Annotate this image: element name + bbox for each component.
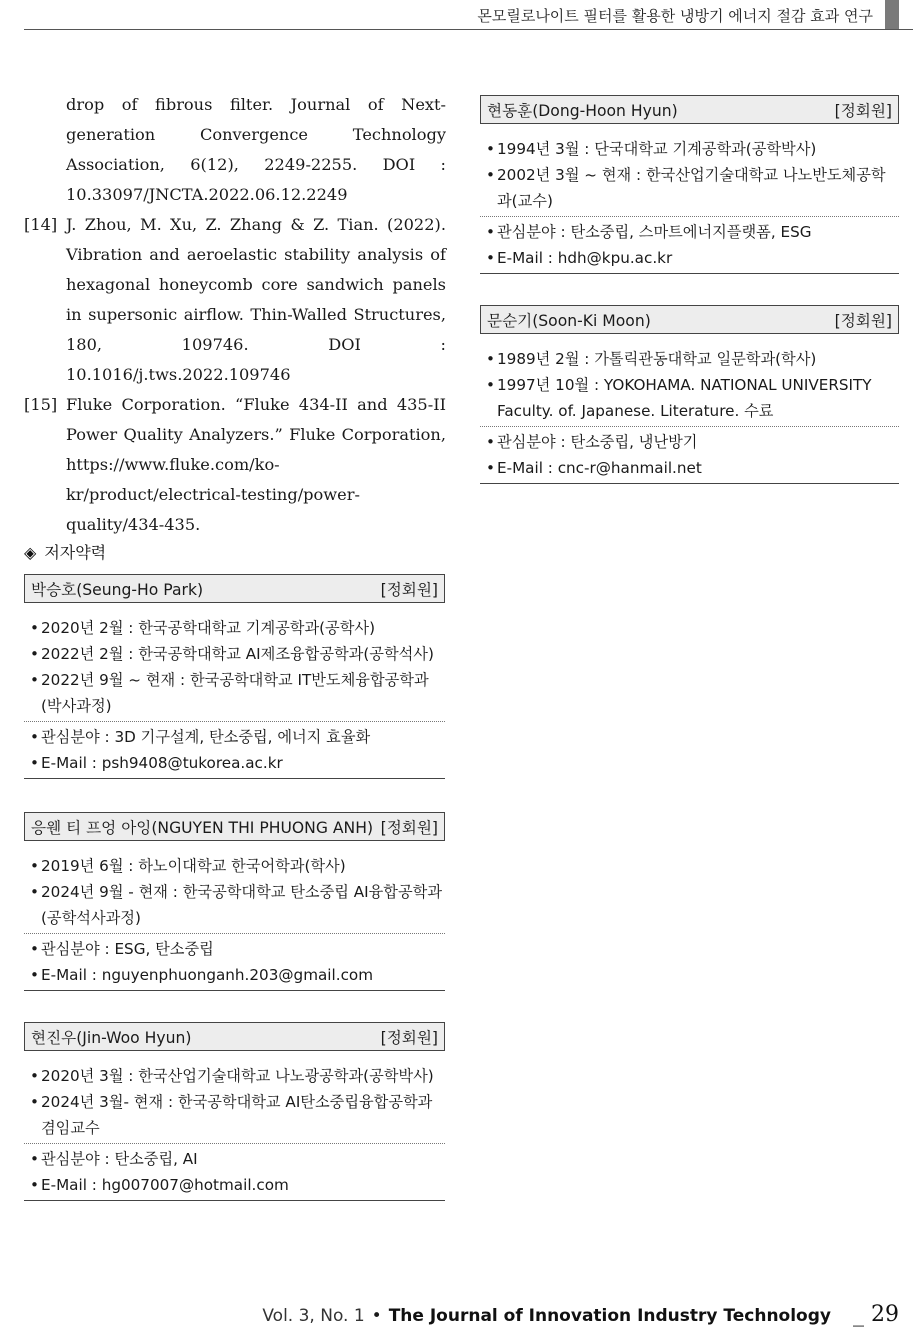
interest-item: • 관심분야 : 탄소중립, AI xyxy=(24,1146,445,1172)
member-badge: [정회원] xyxy=(834,101,892,120)
reference-number: [14] xyxy=(24,215,58,234)
reference-text: Fluke Corporation. “Fluke 434-II and 435-II Power Quality Analyzers.” Fluke Corporation, https://www.fluke.com/ko-kr/product/electrical-testing/power-quality/434-435. xyxy=(66,395,446,534)
author-bottom-rule xyxy=(24,1200,445,1201)
author-name: 응웬 티 프엉 아잉(NGUYEN THI PHUONG ANH) xyxy=(31,818,374,837)
author-entries xyxy=(24,1063,445,1198)
author-entries xyxy=(480,346,899,481)
member-badge: [정회원] xyxy=(380,818,438,837)
dotted-divider xyxy=(24,1143,445,1144)
career-item: • 1989년 2월 : 가톨릭관동대학교 일문학과(학사) xyxy=(480,346,899,372)
reference-item xyxy=(24,390,446,540)
running-header xyxy=(24,0,913,30)
career-item: • 2019년 6월 : 하노이대학교 한국어학과(학사) xyxy=(24,853,445,879)
reference-list xyxy=(24,90,446,540)
email-item: • E-Mail : psh9408@tukorea.ac.kr xyxy=(24,750,445,776)
email-item: • E-Mail : cnc-r@hanmail.net xyxy=(480,455,899,481)
career-item: • 2020년 2월 : 한국공학대학교 기계공학과(공학사) xyxy=(24,615,445,641)
header-tab-marker xyxy=(885,0,899,29)
career-item: • 1994년 3월 : 단국대학교 기계공학과(공학박사) xyxy=(480,136,899,162)
career-item: • 2022년 9월 ~ 현재 : 한국공학대학교 IT반도체융합공학과(박사과정) xyxy=(24,667,445,719)
dotted-divider xyxy=(480,426,899,427)
author-bottom-rule xyxy=(480,483,899,484)
section-heading xyxy=(24,540,106,563)
author-name: 현진우(Jin-Woo Hyun) xyxy=(31,1028,192,1047)
dotted-divider xyxy=(24,933,445,934)
page-footer xyxy=(262,1302,899,1327)
author-profile xyxy=(24,1022,445,1201)
section-title: 저자약력 xyxy=(44,543,107,562)
author-name: 문순기(Soon-Ki Moon) xyxy=(487,311,651,330)
author-bottom-rule xyxy=(24,990,445,991)
author-name: 박승호(Seung-Ho Park) xyxy=(31,580,204,599)
career-item: • 2024년 3월- 현재 : 한국공학대학교 AI탄소중립융합공학과 겸임교수 xyxy=(24,1089,445,1141)
author-header xyxy=(24,812,445,841)
reference-number: [15] xyxy=(24,395,58,414)
author-header xyxy=(480,305,899,334)
email-item: • E-Mail : hdh@kpu.ac.kr xyxy=(480,245,899,271)
author-profile xyxy=(480,305,899,484)
author-entries xyxy=(24,615,445,776)
author-bottom-rule xyxy=(480,273,899,274)
footer-journal-name: The Journal of Innovation Industry Technology xyxy=(388,1306,831,1326)
author-entries xyxy=(24,853,445,988)
author-profile xyxy=(24,574,445,779)
author-header xyxy=(24,574,445,603)
reference-item xyxy=(24,90,446,210)
dotted-divider xyxy=(24,721,445,722)
member-badge: [정회원] xyxy=(380,580,438,599)
reference-item xyxy=(24,210,446,390)
interest-item: • 관심분야 : 탄소중립, 냉난방기 xyxy=(480,429,899,455)
career-item: • 2022년 2월 : 한국공학대학교 AI제조융합공학과(공학석사) xyxy=(24,641,445,667)
page-number: _ 29 xyxy=(853,1302,899,1327)
member-badge: [정회원] xyxy=(834,311,892,330)
career-item: • 1997년 10월 : YOKOHAMA. NATIONAL UNIVERSITY Faculty. of. Japanese. Literature. 수료 xyxy=(480,372,899,424)
email-item: • E-Mail : nguyenphuonganh.203@gmail.com xyxy=(24,962,445,988)
career-item: • 2020년 3월 : 한국산업기술대학교 나노광공학과(공학박사) xyxy=(24,1063,445,1089)
footer-volume: Vol. 3, No. 1 xyxy=(262,1306,365,1326)
footer-separator: • xyxy=(371,1306,382,1326)
author-header xyxy=(480,95,899,124)
author-entries xyxy=(480,136,899,271)
author-profile xyxy=(480,95,899,274)
reference-text: J. Zhou, M. Xu, Z. Zhang & Z. Tian. (2022). Vibration and aeroelastic stability analysis of hexagonal honeycomb core sandwich panels in supersonic airflow. Thin-Walled Structures, 180, 109746. DOI : 10.1016/j.tws.2022.109746 xyxy=(66,215,446,384)
interest-item: • 관심분야 : ESG, 탄소중립 xyxy=(24,936,445,962)
running-header-title: 몬모릴로나이트 필터를 활용한 냉방기 에너지 절감 효과 연구 xyxy=(477,7,873,25)
author-header xyxy=(24,1022,445,1051)
diamond-icon: ◈ xyxy=(24,543,37,562)
career-item: • 2024년 9월 - 현재 : 한국공학대학교 탄소중립 AI융합공학과(공학석사과정) xyxy=(24,879,445,931)
reference-text: drop of fibrous filter. Journal of Next-generation Convergence Technology Association, 6(12), 2249-2255. DOI : 10.33097/JNCTA.2022.06.12.2249 xyxy=(66,95,446,204)
author-name: 현동훈(Dong-Hoon Hyun) xyxy=(487,101,678,120)
dotted-divider xyxy=(480,216,899,217)
career-item: • 2002년 3월 ~ 현재 : 한국산업기술대학교 나노반도체공학과(교수) xyxy=(480,162,899,214)
author-profile xyxy=(24,812,445,991)
author-bottom-rule xyxy=(24,778,445,779)
interest-item: • 관심분야 : 탄소중립, 스마트에너지플랫폼, ESG xyxy=(480,219,899,245)
interest-item: • 관심분야 : 3D 기구설계, 탄소중립, 에너지 효율화 xyxy=(24,724,445,750)
email-item: • E-Mail : hg007007@hotmail.com xyxy=(24,1172,445,1198)
member-badge: [정회원] xyxy=(380,1028,438,1047)
